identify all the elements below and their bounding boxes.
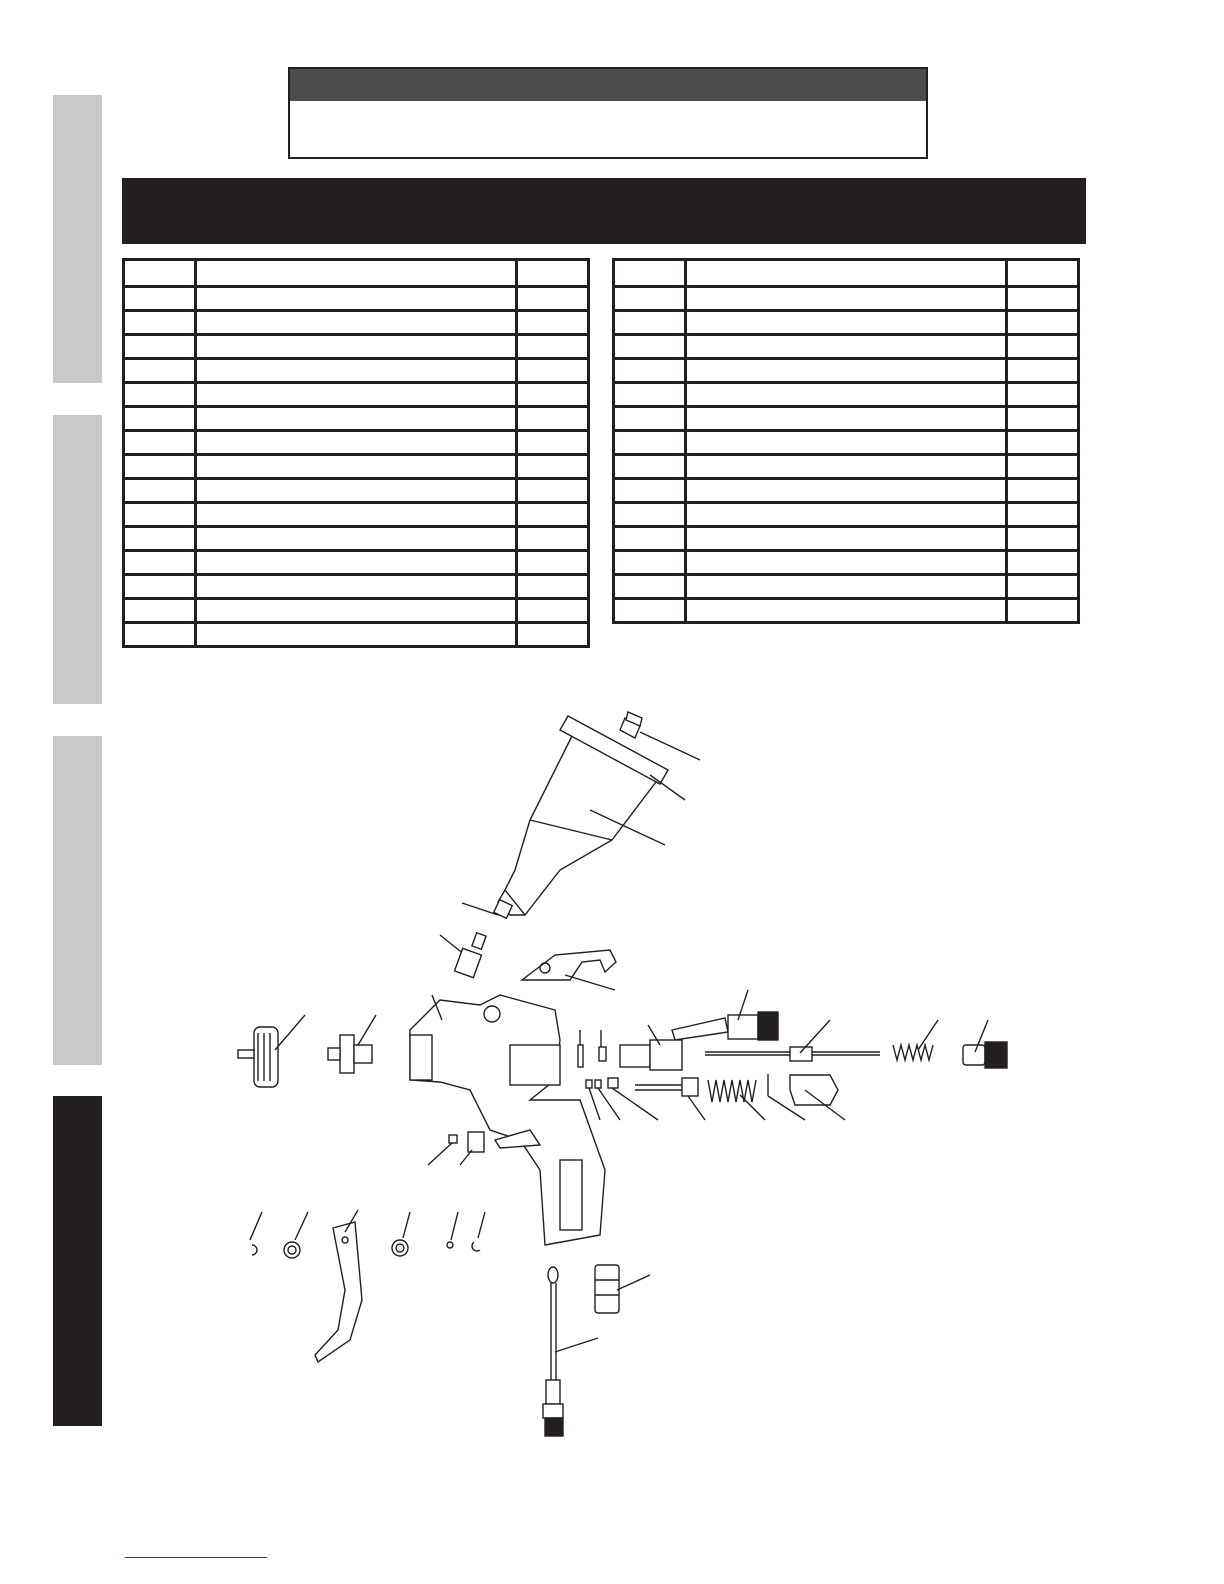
- spring-icon: [893, 1020, 938, 1060]
- clip-icon: [250, 1212, 262, 1255]
- spray-gun-body-icon: [410, 995, 605, 1245]
- adjust-knob-icon: [963, 1020, 1007, 1068]
- spring-large-icon: [708, 1080, 765, 1120]
- filter-icon: [454, 933, 486, 978]
- washer-icon: [392, 1212, 410, 1256]
- trigger-icon: [315, 1210, 362, 1362]
- piston-icon: [635, 1078, 705, 1120]
- air-cap-icon: [238, 1015, 305, 1087]
- hose-tube-icon: [543, 1267, 598, 1436]
- footer-link-underline[interactable]: [125, 1557, 267, 1558]
- clip-icon: [472, 1212, 485, 1251]
- fitting-icon: [672, 990, 778, 1040]
- nozzle-icon: [328, 1015, 376, 1073]
- cap-icon: [790, 1075, 845, 1120]
- washer-icon: [284, 1212, 308, 1258]
- trigger-hook-icon: [522, 950, 616, 990]
- fitting-icon: [595, 1265, 650, 1313]
